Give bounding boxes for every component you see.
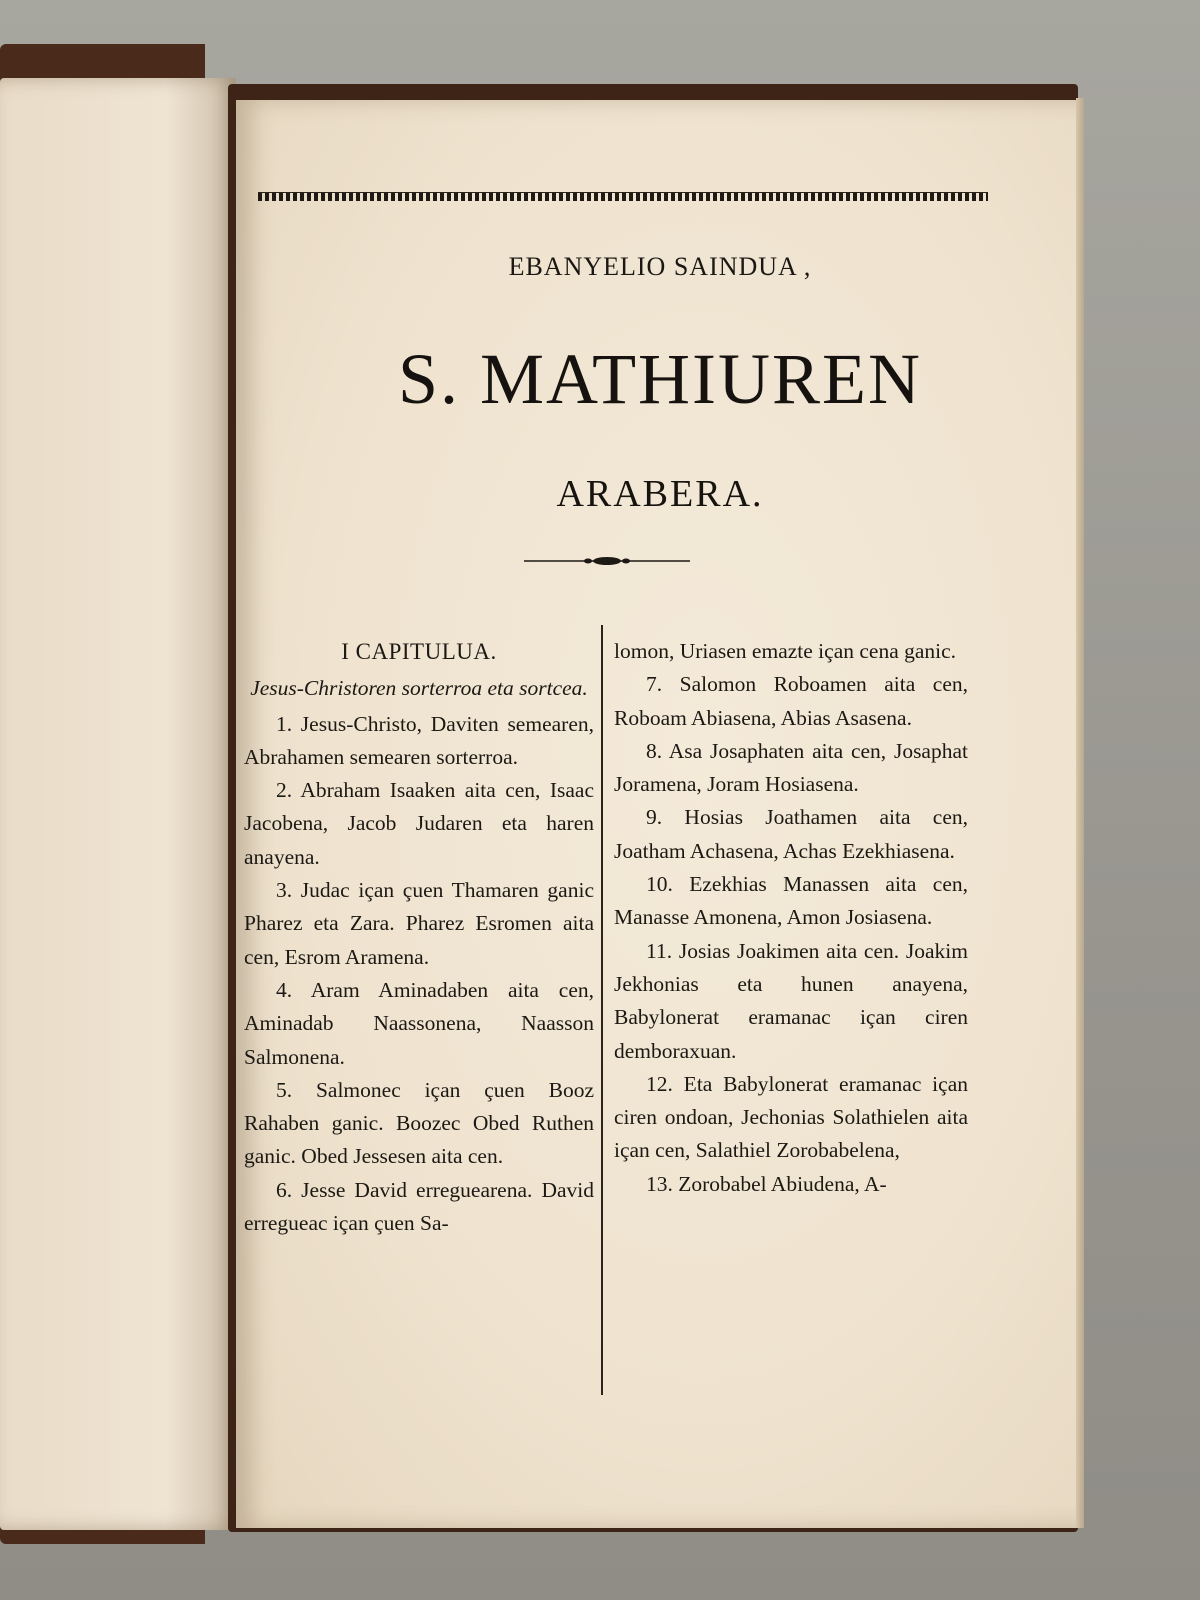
page-title: S. MATHIUREN	[397, 339, 923, 419]
top-ornament-rule	[258, 192, 988, 201]
verse: 8. Asa Josaphaten aita cen, Josaphat Joramena, Joram Hosiasena.	[614, 738, 968, 797]
verse: 10. Ezekhias Manassen aita cen, Manasse Amonena, Amon Josiasena.	[614, 872, 968, 930]
column-rule	[601, 625, 603, 1395]
verse: 3. Judac içan çuen Thamaren ganic Pharez eta Zara. Pharez Esromen aita cen, Esrom Aramena.	[244, 878, 594, 969]
verse: 11. Josias Joakimen aita cen. Joakim Jekhonias eta hunen anayena, Babylonerat eramanac içan ciren demboraxuan.	[614, 938, 968, 1063]
right-column	[614, 635, 968, 1201]
verse: 9. Hosias Joathamen aita cen, Joatham Achasena, Achas Ezekhiasena.	[614, 805, 968, 863]
verse: 5. Salmonec içan çuen Booz Rahaben ganic. Boozec Obed Ruthen ganic. Obed Jessesen aita cen.	[244, 1077, 594, 1169]
left-page	[0, 78, 236, 1530]
ornamental-divider	[524, 554, 690, 568]
page-edge	[1076, 98, 1084, 1528]
verse: 7. Salomon Roboamen aita cen, Roboam Abiasena, Abias Asasena.	[614, 672, 968, 730]
left-column	[244, 635, 594, 1240]
book-page	[236, 100, 1084, 1528]
verse: 12. Eta Babylonerat eramanac içan ciren ondoan, Jechonias Solathielen aita içan cen, Salathiel Zorobabelena,	[614, 1071, 968, 1163]
chapter-title: I CAPITULUA.	[341, 639, 497, 664]
verse: 1. Jesus-Christo, Daviten semearen, Abrahamen semearen sorterroa.	[244, 711, 594, 769]
verse: 13. Zorobabel Abiudena, A-	[646, 1171, 887, 1196]
page-subtitle: ARABERA.	[556, 473, 764, 515]
verse: 2. Abraham Isaaken aita cen, Isaac Jacobena, Jacob Judaren eta haren anayena.	[244, 778, 594, 869]
page-header: EBANYELIO SAINDUA ,	[508, 252, 812, 281]
chapter-subtitle: Jesus-Christoren sorterroa eta sortcea.	[250, 676, 588, 701]
verse: 6. Jesse David erreguearena. David erregueac içan çuen Sa-	[244, 1177, 594, 1236]
verse-continuation: lomon, Uriasen emazte içan cena ganic.	[614, 639, 957, 663]
verse: 4. Aram Aminadaben aita cen, Aminadab Naassonena, Naasson Salmonena.	[244, 977, 594, 1069]
